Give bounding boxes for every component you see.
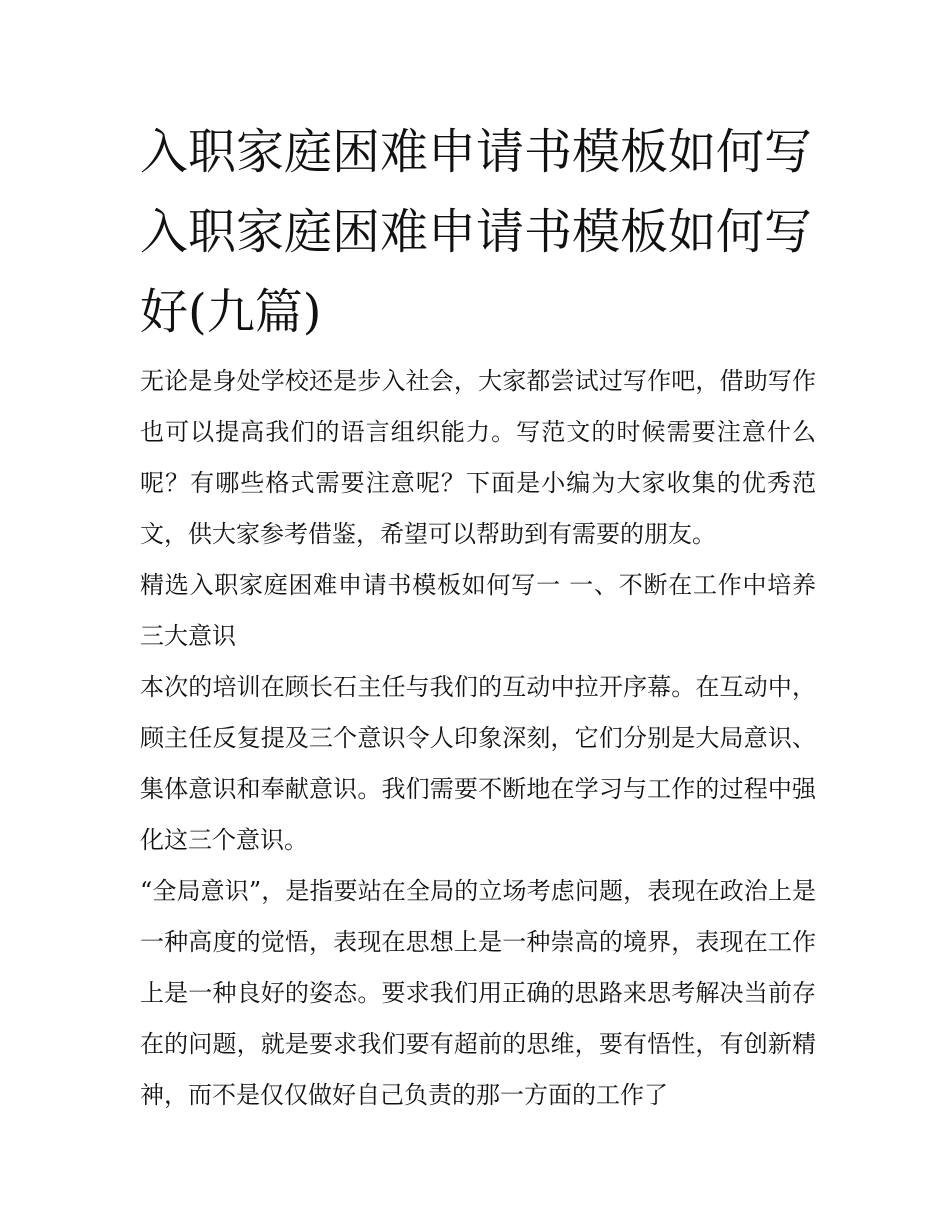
- paragraph-intro: 无论是身处学校还是步入社会，大家都尝试过写作吧，借助写作也可以提高我们的语言组织能力。写范文的时候需要注意什么呢？有哪些格式需要注意呢？下面是小编为大家收集的优秀范文，供大家参考借鉴，希望可以帮助到有需要的朋友。: [140, 367, 816, 548]
- document-page: [140, 112, 816, 1121]
- document-body: [140, 356, 816, 1121]
- paragraph-training: 本次的培训在顾长石主任与我们的互动中拉开序幕。在互动中，顾主任反复提及三个意识令人印象深刻，它们分别是大局意识、集体意识和奉献意识。我们需要不断地在学习与工作的过程中强化这三个意识。: [140, 673, 816, 854]
- paragraph-section-heading: 精选入职家庭困难申请书模板如何写一 一、不断在工作中培养三大意识: [140, 571, 816, 650]
- paragraph-global-awareness: “全局意识”，是指要站在全局的立场考虑问题，表现在政治上是一种高度的觉悟，表现在思想上是一种崇高的境界，表现在工作上是一种良好的姿态。要求我们用正确的思路来思考解决当前存在的问题，就是要求我们要有超前的思维，要有悟性，有创新精神，而不是仅仅做好自己负责的那一方面的工作了: [140, 877, 816, 1109]
- document-title: 入职家庭困难申请书模板如何写 入职家庭困难申请书模板如何写好(九篇): [140, 124, 813, 340]
